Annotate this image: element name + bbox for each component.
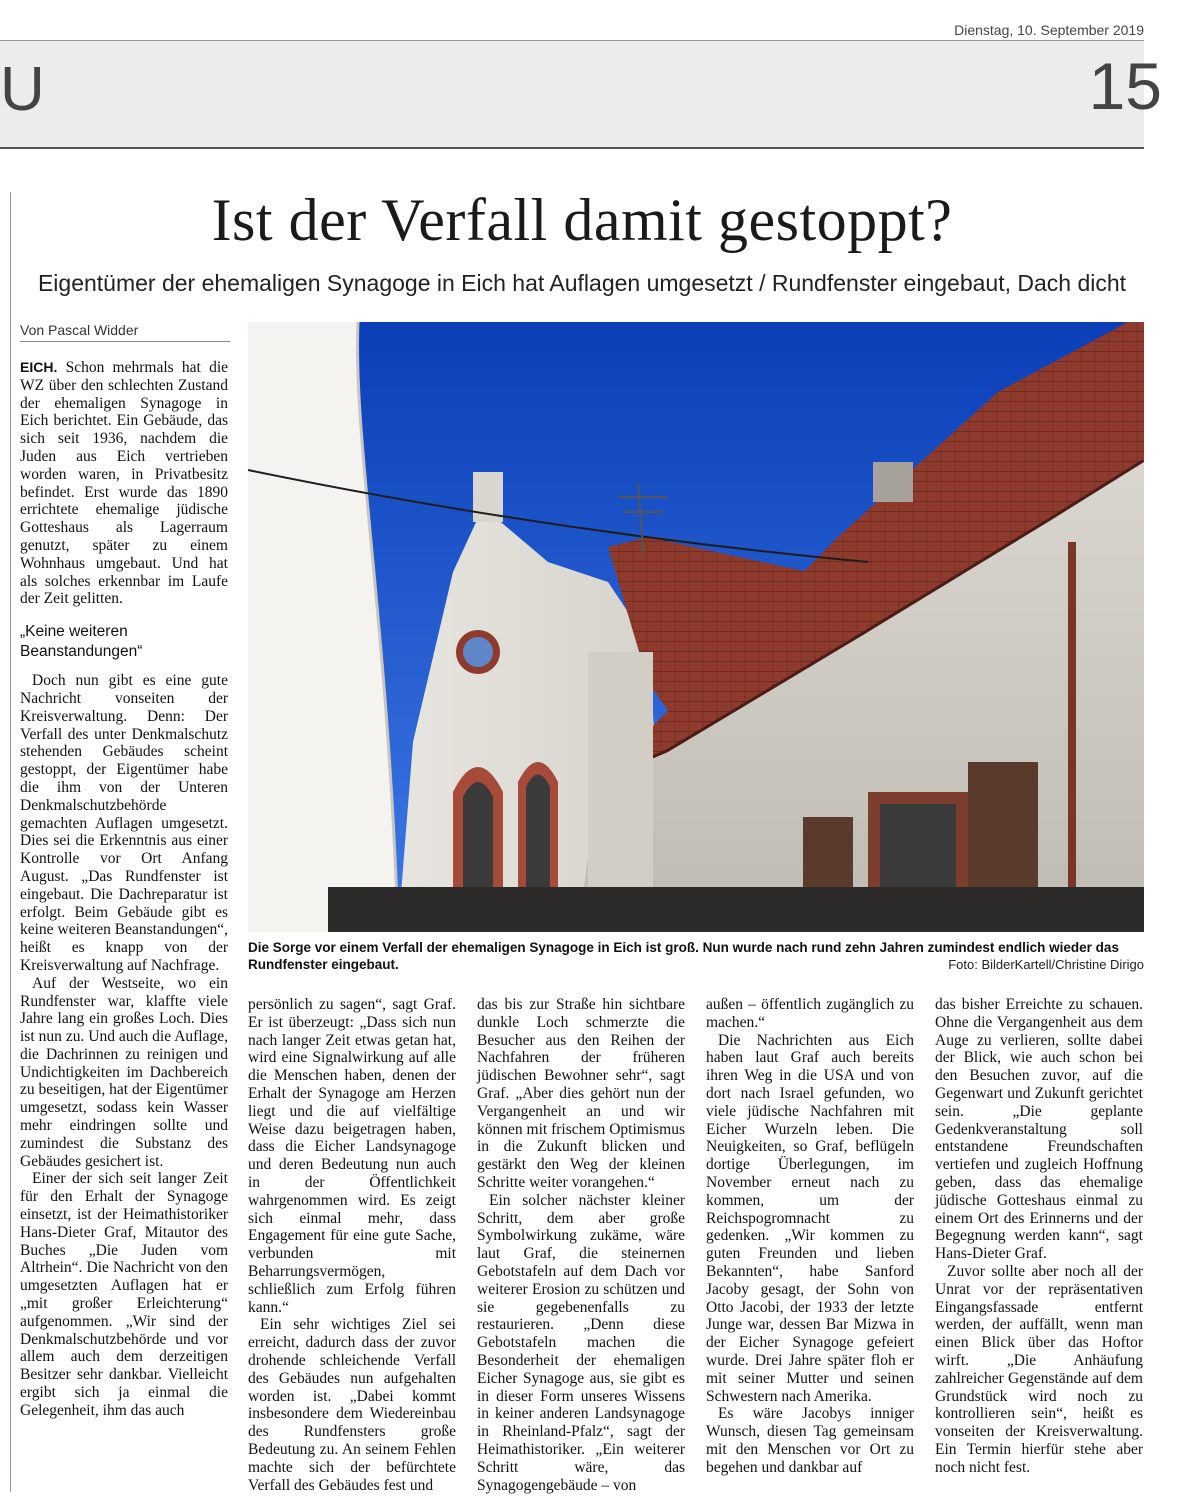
paragraph: das bis zur Straße hin sichtbare dunkle Loch schmerzte die Besucher aus den Reihen der Nachfahren der früheren jüdischen Bewohner sehr“, sagt Graf. „Aber dies gehört nun der Vergangenheit an und wir können mit frischem Optimismus in die Zukunft blicken und gestärkt den Weg der kleinen Schritte weiter vorangehen.“ bbox=[477, 996, 685, 1191]
dateline: EICH. bbox=[20, 359, 58, 375]
paragraph bbox=[20, 359, 228, 608]
article-column-3 bbox=[477, 996, 685, 1494]
left-column-rule bbox=[10, 192, 11, 1492]
byline-rule bbox=[20, 341, 230, 342]
paragraph: Es wäre Jacobys inniger Wunsch, diesen Tag gemeinsam mit den Menschen vor Ort zu begehen und dankbar auf bbox=[706, 1405, 914, 1476]
paragraph: das bisher Erreichte zu schauen. Ohne die Vergangenheit aus dem Auge zu verlieren, sollte dabei der Blick, wie auch schon bei den Besuchen zuvor, auf die Gegenwart und Zukunft gerichtet sein. „Die geplante Gedenkveranstaltung soll entstandene Freundschaften vertiefen und zugleich Hoffnung geben, dass das ehemalige jüdische Gotteshaus einmal zu einem Ort des Erinnerns und der Begegnung werden kann“, sagt Hans-Dieter Graf. bbox=[935, 996, 1143, 1263]
paragraph: Auf der Westseite, wo ein Rundfenster war, klaffte viele Jahre lang ein großes Loch. Dies ist nun zu. Und auch die Auflage, die Dachrinnen zu reinigen und Undichtigkeiten im Dachbereich zu beseitigen, hat der Eigentümer umgesetzt, sodass kein Wasser mehr eindringen sollte und zumindest die Substanz des Gebäudes gesichert ist. bbox=[20, 974, 228, 1170]
paragraph: Zuvor sollte aber noch all der Unrat vor der repräsentativen Eingangsfassade entfernt werden, der auffällt, wenn man einen Blick über das Hoftor wirft. „Die Anhäufung zahlreicher Gegenstände auf dem Grundstück wird noch zu kontrollieren sein“, heißt es vonseiten der Kreisverwaltung. Ein Termin hierfür stehe aber noch nicht fest. bbox=[935, 1262, 1143, 1476]
paragraph: Einer der sich seit langer Zeit für den Erhalt der Synagoge einsetzt, ist der Heimathistoriker Hans-Dieter Graf, Mitautor des Buches „Die Juden vom Altrhein“. Die Nachricht von den umgesetzten Auflagen hat er „mit großer Erleichterung“ aufgenommen. „Wir sind der Denkmalschutzbehörde und vor allem auch dem derzeitigen Besitzer sehr dankbar. Vielleicht ergibt sich ja einmal die Gelegenheit, ihm das auch bbox=[20, 1170, 228, 1419]
paragraph: persönlich zu sagen“, sagt Graf. Er ist überzeugt: „Dass sich nun nach langer Zeit etwas getan hat, wird eine Signalwirkung auf alle die Menschen haben, denen der Erhalt der Synagoge am Herzen liegt und die auf vielfältige Weise dazu beigetragen haben, dass die Eicher Landsynagoge und deren Bedeutung nun auch in der Öffentlichkeit wahrgenommen wird. Es zeigt sich einmal mehr, dass Engagement für eine gute Sache, verbunden mit Beharrungsvermögen, schließlich zum Erfolg führen kann.“ bbox=[248, 996, 456, 1316]
paragraph: Doch nun gibt es eine gute Nachricht vonseiten der Kreisverwaltung. Denn: Der Verfall des unter Denkmalschutz stehenden Gebäudes scheint gestoppt, der Eigentümer habe die ihm von der Unteren Denkmalschutzbehörde gemachten Auflagen umgesetzt. Dies sei die Erkenntnis aus einer Kontrolle vor Ort Anfang August. „Das Rundfenster ist eingebaut. Die Dachreparatur ist erfolgt. Beim Gebäude gibt es keine weiteren Beanstandungen“, heißt es knapp von der Kreisverwaltung auf Nachfrage. bbox=[20, 672, 228, 974]
paragraph: außen – öffentlich zugänglich zu machen.“ bbox=[706, 996, 914, 1031]
synagogue-photo bbox=[248, 322, 1144, 932]
paragraph: Die Nachrichten aus Eich haben laut Graf auch bereits ihren Weg in die USA und von dort nach Israel gefunden, wo viele jüdische Nachfahren mit Eicher Wurzeln leben. Die Neuigkeiten, so Graf, beflügeln dortige Überlegungen, im November erneut nach zu kommen, um der Reichspogromnacht zu gedenken. „Wir kommen zu guten Freunden und lieben Bekannten“, habe Sanford Jacoby gesagt, der Sohn von Otto Jacobi, der 1933 der letzte Junge war, dessen Bar Mizwa in der Eicher Synagoge gefeiert wurde. Drei Jahre später floh er mit seiner Mutter und seinen Schwestern nach Amerika. bbox=[706, 1031, 914, 1405]
section-letter: U bbox=[0, 55, 45, 124]
paragraph: Ein sehr wichtiges Ziel sei erreicht, dadurch dass der zuvor drohende schleichende Verfall des Gebäudes nun aufgehalten worden ist. „Dabei kommt insbesondere dem Wiedereinbau des Rundfensters große Bedeutung zu. An seinem Fehlen machte sich der befürchtete Verfall des Gebäudes fest und bbox=[248, 1316, 456, 1494]
subheadline: Eigentümer der ehemaligen Synagoge in Eich hat Auflagen umgesetzt / Rundfenster eingebaut, Dach dicht bbox=[37, 270, 1127, 296]
photo-caption: Die Sorge vor einem Verfall der ehemaligen Synagoge in Eich ist groß. Nun wurde nach rund zehn Jahren zumindest endlich wieder das Rundfenster eingebaut. bbox=[248, 940, 1119, 972]
header-band bbox=[0, 41, 1144, 149]
paragraph: Ein solcher nächster kleiner Schritt, dem aber große Symbolwirkung zukäme, wäre laut Graf, die steinernen Gebotstafeln auf dem Dach vor weiterer Erosion zu schützen und sie gegebenenfalls zu restaurieren. „Denn diese Gebotstafeln machen die Besonderheit der ehemaligen Eicher Synagoge aus, sie gibt es in dieser Form unseres Wissens in keiner anderen Landsynagoge in Rheinland-Pfalz“, sagt der Heimathistoriker. „Ein weiterer Schritt wäre, das Synagogengebäude – von bbox=[477, 1191, 685, 1494]
section-subhead: „Keine weiteren Beanstandungen“ bbox=[20, 623, 143, 661]
article-column-1 bbox=[20, 359, 228, 1420]
article-column-5 bbox=[935, 996, 1143, 1477]
paragraph-text: Schon mehrmals hat die WZ über den schlechten Zustand der ehemaligen Synagoge in Eich berichtet. Ein Gebäude, das sich seit 1936, nachdem die Juden aus Eich vertrieben worden waren, in Privatbesitz befindet. Erst wurde das 1890 errichtete ehemalige jüdische Gotteshaus als Lagerraum genutzt, später zu einem Wohnhaus umgebaut. Und hat als solches erkennbar im Laufe der Zeit gelitten. bbox=[20, 359, 229, 608]
article-column-4 bbox=[706, 996, 914, 1477]
photo-credit: Foto: BilderKartell/Christine Dirigo bbox=[948, 957, 1144, 972]
page-number: 15 bbox=[1088, 49, 1162, 123]
headline: Ist der Verfall damit gestoppt? bbox=[211, 187, 953, 253]
issue-date: Dienstag, 10. September 2019 bbox=[954, 22, 1144, 38]
article-column-2 bbox=[248, 996, 456, 1494]
author-byline: Von Pascal Widder bbox=[20, 322, 139, 338]
